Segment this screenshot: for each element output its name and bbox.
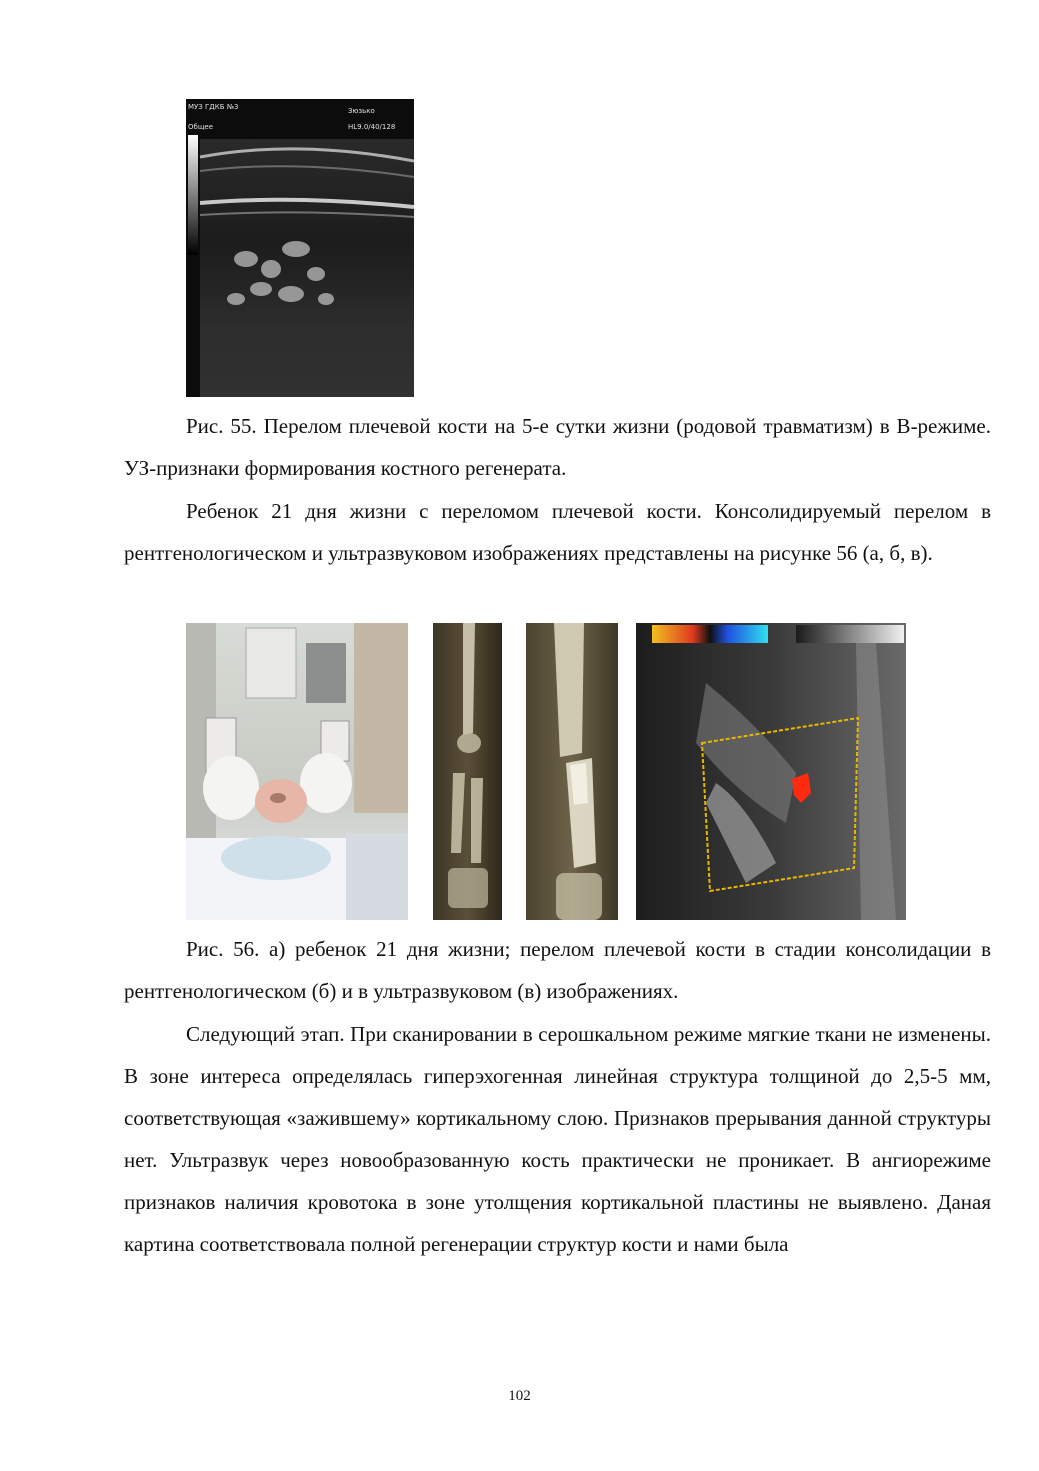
figure-56b-xray-image-1 <box>433 623 502 920</box>
ultrasound-probe-label: Зюзько <box>348 107 375 115</box>
ultrasound-hospital-label: МУЗ ГДКБ №3 <box>188 103 239 111</box>
figure-55-caption: Рис. 55. Перелом плечевой кости на 5-е сутки жизни (родовой травматизм) в В-режиме. УЗ-признаки формирования костного регенерата. <box>124 414 991 480</box>
figure-56-caption: Рис. 56. а) ребенок 21 дня жизни; перелом плечевой кости в стадии консолидации в рентгенологическом (б) и в ультразвуковом (в) изображениях. <box>124 937 991 1003</box>
ultrasound-mode-label: Общее <box>188 123 214 131</box>
figure-56a-infant-photo <box>186 623 408 920</box>
page-number: 102 <box>508 1388 531 1404</box>
figure-56c-xray-image-2 <box>526 623 618 920</box>
figure-56d-doppler-ultrasound-image <box>636 623 906 920</box>
figure-55-ultrasound-image <box>186 99 414 397</box>
ultrasound-settings-label: HL9.0/40/128 <box>348 123 396 131</box>
paragraph-1: Ребенок 21 дня жизни с переломом плечевой кости. Консолидируемый перелом в рентгенологическом и ультразвуковом изображениях представлены на рисунке 56 (а, б, в). <box>124 499 991 565</box>
paragraph-2: Следующий этап. При сканировании в серошкальном режиме мягкие ткани не изменены. В зоне интереса определялась гиперэхогенная линейная структура толщиной до 2,5-5 мм, соответствующая «зажившему» кортикальному слою. Признаков прерывания данной структуры нет. Ультразвук через новообразованную кость практически не проникает. В ангиорежиме признаков наличия кровотока в зоне утолщения кортикальной пластины не выявлено. Даная картина соответствовала полной регенерации структур кости и нами была <box>124 1022 991 1256</box>
